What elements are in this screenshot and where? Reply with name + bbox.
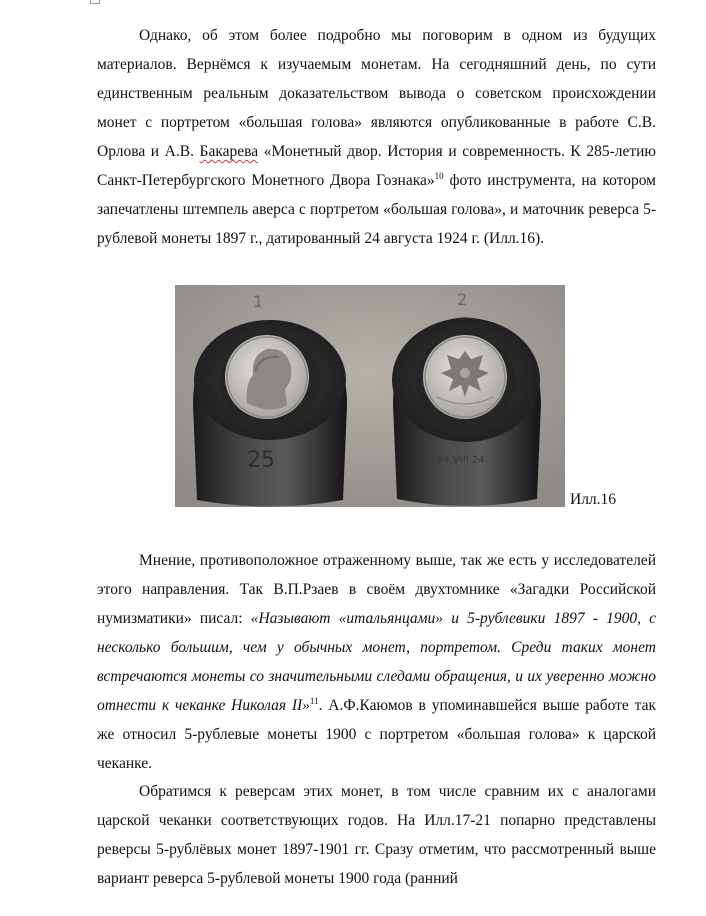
right-die-number-top: 2 [457, 290, 468, 309]
figure-caption: Илл.16 [570, 491, 617, 508]
paragraph-1 [97, 21, 656, 253]
paragraph-2-text-a: Мнение, противоположное отраженному выше, так же есть у исследователей этого направления. Так В.П.Рзаев в своём двухтомнике «Загадки Российской нумизматики» писал: [97, 552, 656, 627]
footnote-ref-10[interactable]: 10 [434, 170, 444, 181]
left-die-number-top: 1 [253, 292, 264, 311]
paragraph-2-text-b: . А.Ф.Каюмов в упоминавшейся выше работе так же относил 5-рублевые монеты 1900 с портретом «большая голова» к царской чеканке. [97, 697, 656, 772]
left-die-number-bottom: 25 [247, 448, 275, 473]
paragraph-marker [90, 0, 100, 4]
paragraph-3: Обратимся к реверсам этих монет, в том числе сравним их с аналогами царской чеканки соответствующих годов. На Илл.17-21 попарно представлены реверсы 5-рублёвых монет 1897-1901 гг. Сразу отметим, что рассмотренный выше вариант реверса 5-рублевой монеты 1900 года (ранний [97, 783, 656, 887]
paragraph-1-text-c: фото инструмента, на котором запечатлены штемпель аверса с портретом «большая голова», и маточник реверса 5-рублевой монеты 1897 г., датированный 24 августа 1924 г. (Илл.16). [97, 172, 656, 247]
figure-dies-photo [175, 285, 565, 507]
footnote-ref-11[interactable]: 11 [309, 695, 319, 706]
misspelled-word[interactable]: Бакарева [199, 143, 259, 160]
paragraph-1-text-b: «Монетный двор. История и современность. К 285-летию Санкт-Петербургского Монетного Двора Гознака» [97, 143, 656, 189]
paragraph-1-text-a: Однако, об этом более подробно мы поговорим в одном из будущих материалов. Вернёмся к изучаемым монетам. На сегодняшний день, по сути единственным реальным доказательством вывода о советском происхождении монет с портретом «большая голова» являются опубликованные в работе С.В. Орлова и А.В. [97, 27, 656, 160]
paragraph-2 [97, 546, 656, 778]
right-die-stamp: 24 VIII 24 [437, 455, 485, 466]
quote-text: «Называют «итальянцами» и 5-рублевики 1897 - 1900, с несколько большим, чем у обычных монет, портретом. Среди таких монет встречаются монеты со значительными следами обращения, и их уверенно можно отнести к чеканке Николая II» [97, 610, 656, 714]
